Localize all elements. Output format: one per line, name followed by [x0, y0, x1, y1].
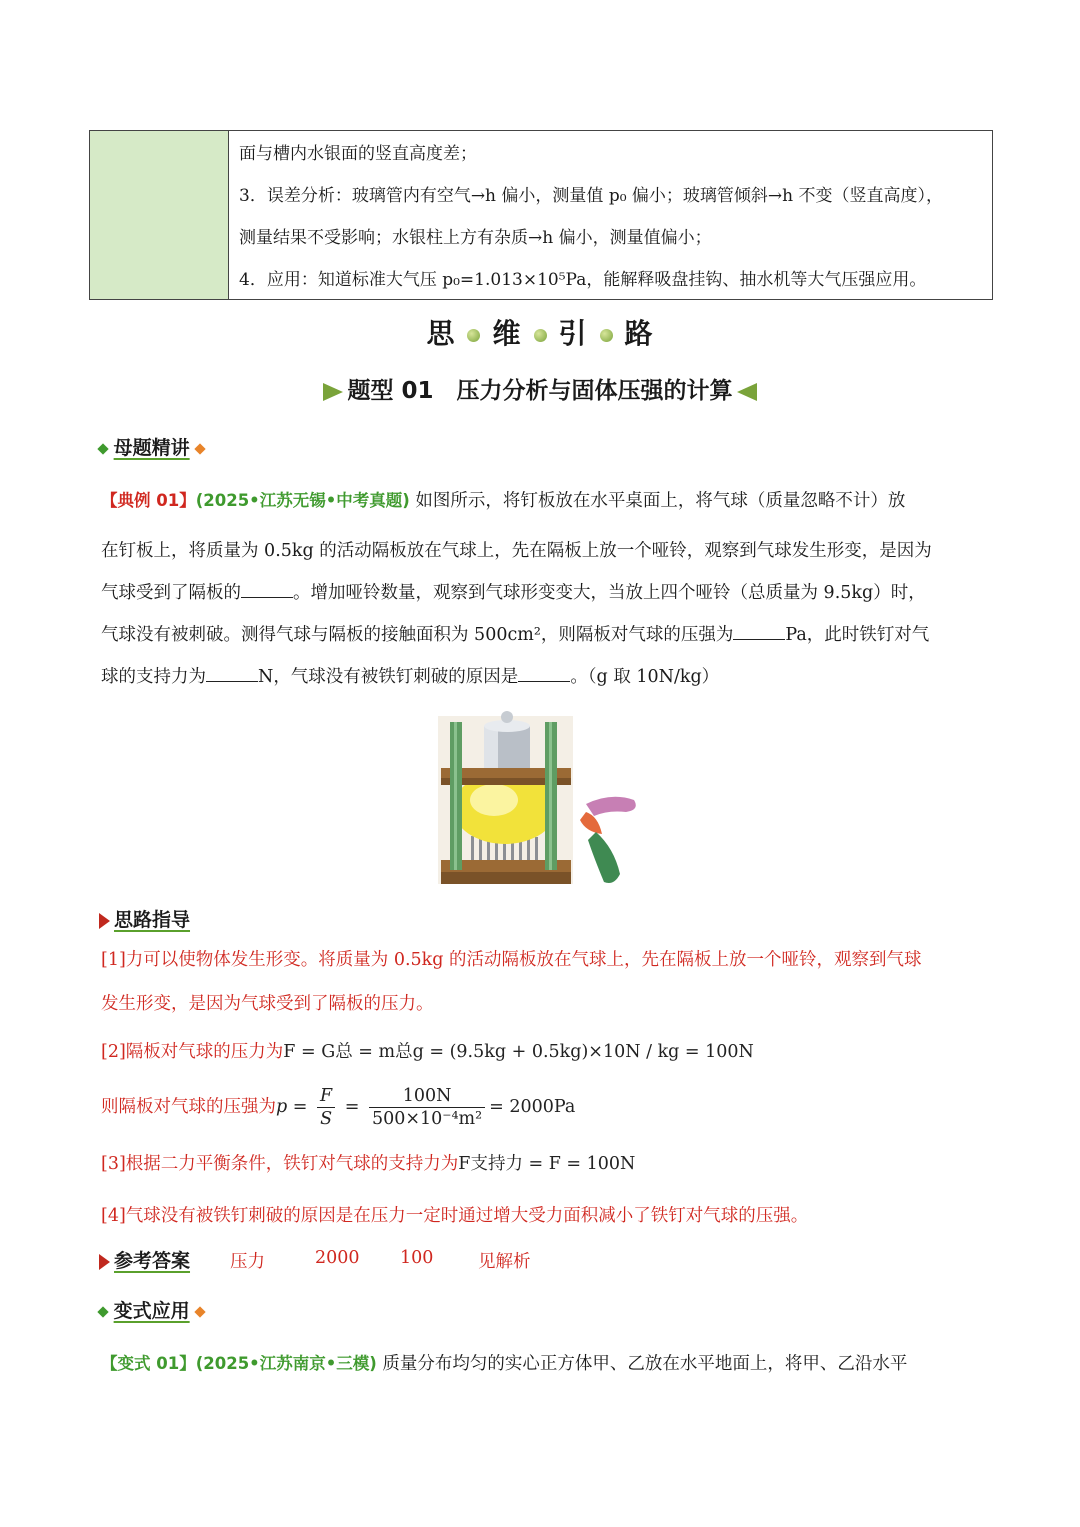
chevron-right-icon — [99, 913, 110, 929]
example-line: 在钉板上，将质量为 0.5kg 的活动隔板放在气球上，先在隔板上放一个哑铃，观察到气球发生形变，是因为 — [101, 541, 932, 561]
table-left-cell — [90, 131, 229, 299]
fraction-denominator: 500×10⁻⁴m² — [371, 1109, 483, 1129]
dot-icon — [467, 329, 480, 342]
answer-blank[interactable] — [206, 665, 258, 682]
text: 球的支持力为 — [101, 667, 206, 687]
section-mother — [99, 433, 204, 460]
dot-icon — [600, 329, 613, 342]
variant-line — [101, 1352, 907, 1376]
example-line — [101, 489, 905, 513]
arrow-left-icon — [737, 383, 757, 401]
answer-value: 2000 — [315, 1248, 360, 1268]
table-line: 测量结果不受影响；水银柱上方有杂质→h 偏小，测量值偏小； — [239, 228, 712, 248]
text: 如图所示，将钉板放在水平桌面上，将气球（质量忽略不计）放 — [415, 491, 906, 511]
answer-blank[interactable] — [518, 665, 570, 682]
formula: = 2000Pa — [489, 1097, 576, 1117]
example-source: (2025•江苏无锡•中考真题) — [195, 491, 410, 510]
example-line — [101, 581, 926, 605]
section-title: 母题精讲 — [113, 437, 190, 459]
text: N，气球没有被铁钉刺破的原因是 — [258, 667, 519, 687]
example-line — [101, 665, 719, 689]
variant-source: (2025•江苏南京•三模) — [195, 1354, 377, 1373]
topic-subheading — [0, 372, 1080, 405]
heading-char: 路 — [624, 317, 654, 350]
text: [2]隔板对气球的压力为 — [101, 1042, 284, 1062]
answer-value: 100 — [400, 1248, 434, 1268]
guide-line — [101, 1152, 635, 1176]
guide-line: [4]气球没有被铁钉刺破的原因是在压力一定时通过增大受力面积减小了铁钉对气球的压强。 — [101, 1206, 809, 1226]
text: Pa，此时铁钉对气 — [785, 625, 930, 645]
chevron-right-icon — [99, 1254, 110, 1270]
text: 则隔板对气球的压强为 — [101, 1097, 276, 1117]
text: 。增加哑铃数量，观察到气球形变变大，当放上四个哑铃（总质量为 9.5kg）时， — [293, 583, 926, 603]
arrow-right-icon — [323, 383, 343, 401]
guide-line: [1]力可以使物体发生形变。将质量为 0.5kg 的活动隔板放在气球上，先在隔板上放一个哑铃，观察到气球 — [101, 950, 922, 970]
heading-char: 引 — [558, 317, 588, 350]
guide-line: 则隔板对气球的压强为p = $\frac{F}{S}$ = $\frac{100N}{\text{500×10⁻⁴m²}}$ = 2000Pa — [101, 1086, 576, 1129]
section-answer — [99, 1246, 190, 1273]
formula: F支持力 = F = 100N — [458, 1154, 636, 1174]
formula: F = G总 = m总g = (9.5kg + 0.5kg)×10N / kg = 100N — [283, 1042, 754, 1062]
section-title: 思路指导 — [114, 909, 191, 931]
example-line — [101, 623, 929, 647]
page-heading — [0, 312, 1080, 352]
section-title: 变式应用 — [113, 1300, 190, 1322]
answer-blank[interactable] — [241, 581, 293, 598]
text: 。（g 取 10N/kg） — [570, 667, 720, 687]
table-line: 面与槽内水银面的竖直高度差； — [239, 144, 477, 164]
variant-tag: 【变式 01】 — [101, 1354, 196, 1373]
balloon-nail-board-illustration — [436, 708, 642, 886]
guide-line: 发生形变，是因为气球受到了隔板的压力。 — [101, 994, 434, 1014]
example-tag: 【典例 01】 — [101, 491, 196, 510]
answer-value: 压力 — [230, 1252, 265, 1272]
answer-blank[interactable] — [733, 623, 785, 640]
summary-table — [89, 130, 993, 300]
subheading-text: 题型 01 压力分析与固体压强的计算 — [347, 378, 733, 404]
diamond-icon — [97, 443, 108, 454]
text: 质量分布均匀的实心正方体甲、乙放在水平地面上，将甲、乙沿水平 — [382, 1354, 908, 1374]
text: 气球没有被刺破。测得气球与隔板的接触面积为 500cm²，则隔板对气球的压强为 — [101, 625, 734, 645]
diamond-icon — [195, 443, 206, 454]
answer-value: 见解析 — [478, 1252, 531, 1272]
table-line: 4．应用：知道标准大气压 p₀=1.013×10⁵Pa，能解释吸盘挂钩、抽水机等大气压强应用。 — [239, 270, 927, 290]
dot-icon — [534, 329, 547, 342]
guide-line — [101, 1040, 754, 1064]
section-variant — [99, 1296, 204, 1323]
fraction-numerator: 100N — [369, 1085, 485, 1108]
diamond-icon — [195, 1306, 206, 1317]
table-line: 3．误差分析：玻璃管内有空气→h 偏小，测量值 p₀ 偏小；玻璃管倾斜→h 不变（竖直高度）， — [239, 186, 944, 206]
heading-char: 维 — [492, 317, 522, 350]
section-guide — [99, 905, 190, 932]
diamond-icon — [97, 1306, 108, 1317]
text: [3]根据二力平衡条件，铁钉对气球的支持力为 — [101, 1154, 459, 1174]
section-title: 参考答案 — [114, 1250, 191, 1272]
text: 气球受到了隔板的 — [101, 583, 241, 603]
heading-char: 思 — [426, 317, 456, 350]
